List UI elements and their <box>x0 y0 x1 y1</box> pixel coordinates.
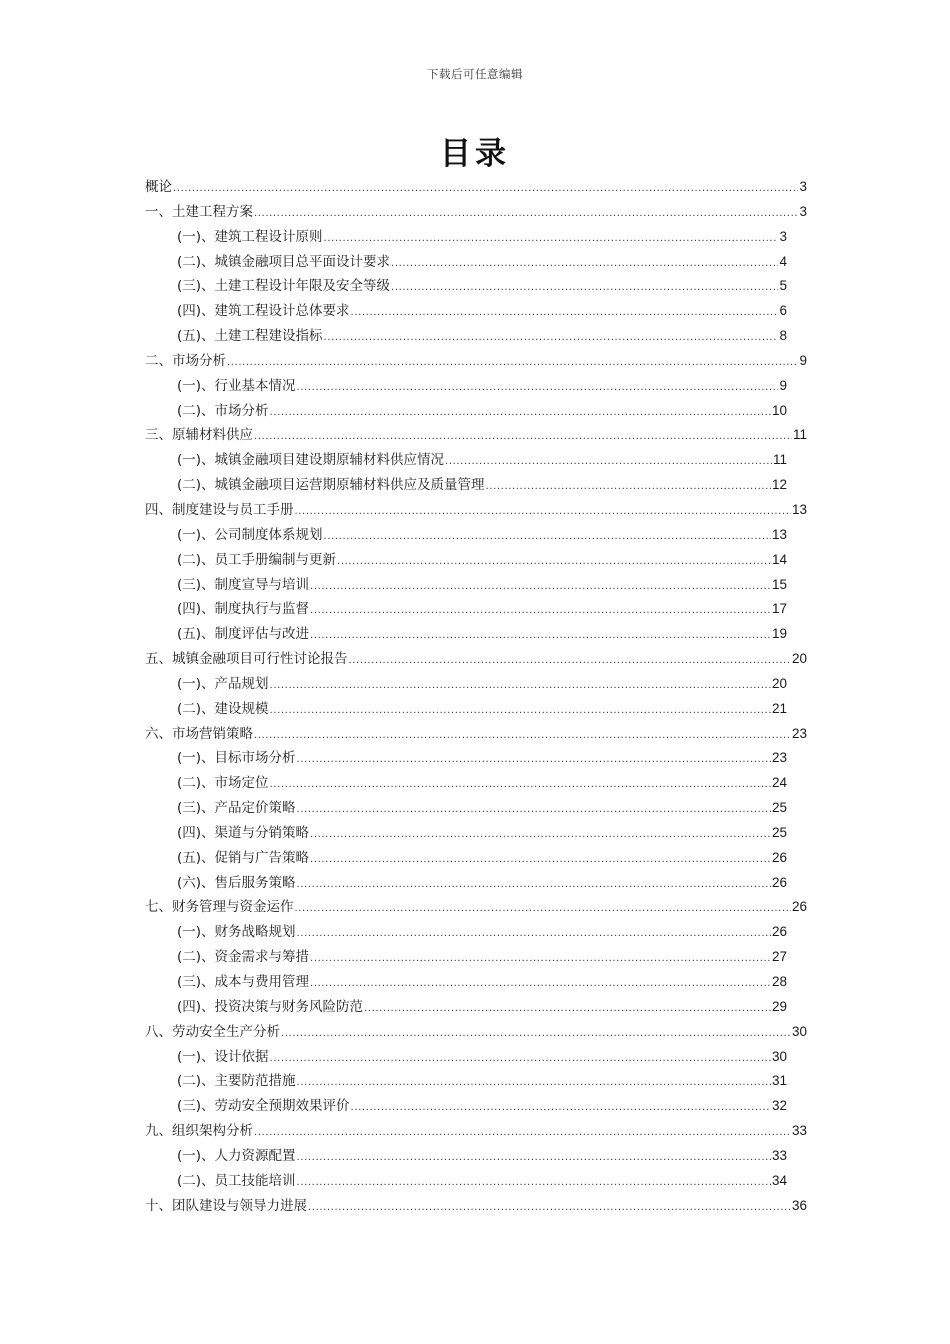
toc-entry-page-number: 24 <box>771 775 787 791</box>
toc-entry-page-number: 13 <box>791 501 807 517</box>
toc-entry-label: (二)、建设规模 <box>177 700 269 717</box>
toc-entry-label: 二、市场分析 <box>145 352 226 369</box>
toc-entry-label: (五)、制度评估与改进 <box>177 626 310 643</box>
toc-entry-page-number: 26 <box>771 924 787 940</box>
toc-dot-leader <box>310 599 771 624</box>
toc-entry-page-number: 3 <box>799 179 807 194</box>
toc-dot-leader <box>254 202 798 227</box>
toc-entry[interactable] <box>145 200 807 225</box>
toc-entry[interactable] <box>145 250 807 275</box>
toc-dot-leader <box>297 1071 771 1096</box>
toc-dot-leader <box>270 674 771 699</box>
toc-entry-page-number: 3 <box>779 228 787 244</box>
toc-entry[interactable] <box>145 647 807 672</box>
toc-entry-page-number: 26 <box>771 874 787 890</box>
toc-entry[interactable] <box>145 672 807 697</box>
toc-dot-leader <box>349 649 791 674</box>
toc-entry-page-number: 19 <box>771 626 787 642</box>
toc-entry-label: (三)、劳动安全预期效果评价 <box>177 1098 350 1115</box>
toc-dot-leader <box>310 848 771 873</box>
toc-entry[interactable] <box>145 448 807 473</box>
toc-entry[interactable] <box>145 796 807 821</box>
toc-entry[interactable] <box>145 970 807 995</box>
toc-entry-page-number: 4 <box>779 253 787 269</box>
toc-entry[interactable] <box>145 871 807 896</box>
toc-entry-label: 六、市场营销策略 <box>145 725 253 742</box>
toc-dot-leader <box>295 500 791 525</box>
toc-entry[interactable] <box>145 771 807 796</box>
toc-entry[interactable] <box>145 945 807 970</box>
toc-entry-page-number: 12 <box>771 477 787 493</box>
toc-entry-page-number: 10 <box>771 402 787 418</box>
toc-dot-leader <box>297 748 771 773</box>
toc-entry-page-number: 11 <box>792 427 807 443</box>
toc-entry-label: (一)、城镇金融项目建设期原辅材料供应情况 <box>177 452 445 469</box>
toc-entry[interactable] <box>145 746 807 771</box>
toc-dot-leader <box>337 550 771 575</box>
toc-entry-label: 十、团队建设与领导力进展 <box>145 1197 307 1214</box>
toc-entry[interactable] <box>145 821 807 846</box>
toc-dot-leader <box>324 525 771 550</box>
toc-dot-leader <box>391 252 778 277</box>
toc-entry-label: 七、财务管理与资金运作 <box>145 899 294 916</box>
toc-entry-label: 四、制度建设与员工手册 <box>145 501 294 518</box>
toc-dot-leader <box>227 351 798 376</box>
toc-entry-label: 概论 <box>145 179 172 195</box>
toc-entry[interactable] <box>145 1045 807 1070</box>
toc-entry[interactable] <box>145 1020 807 1045</box>
toc-entry-page-number: 3 <box>799 203 807 219</box>
toc-dot-leader <box>324 326 779 351</box>
toc-entry[interactable] <box>145 324 807 349</box>
toc-entry-label: (一)、行业基本情况 <box>177 377 296 394</box>
toc-entry-label: (二)、员工技能培训 <box>177 1172 296 1189</box>
toc-entry[interactable] <box>145 846 807 871</box>
toc-entry[interactable] <box>145 299 807 324</box>
toc-entry-page-number: 27 <box>771 949 787 965</box>
toc-entry[interactable] <box>145 1094 807 1119</box>
toc-entry-page-number: 23 <box>771 750 787 766</box>
toc-entry-page-number: 11 <box>772 452 787 468</box>
toc-entry[interactable] <box>145 473 807 498</box>
toc-dot-leader <box>297 922 771 947</box>
toc-entry-page-number: 28 <box>771 974 787 989</box>
toc-entry-label: (五)、促销与广告策略 <box>177 849 310 866</box>
toc-dot-leader <box>270 699 771 724</box>
toc-entry-label: 八、劳动安全生产分析 <box>145 1023 280 1040</box>
toc-entry-label: (三)、产品定价策略 <box>177 800 296 817</box>
toc-entry-page-number: 23 <box>791 725 807 741</box>
toc-dot-leader <box>308 1196 791 1221</box>
toc-dot-leader <box>310 624 771 649</box>
toc-dot-leader <box>270 773 771 798</box>
toc-dot-leader <box>324 227 779 252</box>
toc-entry[interactable] <box>145 622 807 647</box>
toc-dot-leader <box>297 873 771 898</box>
toc-entry-page-number: 26 <box>771 849 787 865</box>
toc-entry[interactable] <box>145 225 807 250</box>
toc-dot-leader <box>391 276 778 301</box>
toc-dot-leader <box>297 1171 771 1196</box>
toc-entry-label: (四)、建筑工程设计总体要求 <box>177 303 350 320</box>
toc-entry[interactable] <box>145 523 807 548</box>
toc-entry[interactable] <box>145 274 807 299</box>
toc-dot-leader <box>254 425 792 450</box>
toc-entry-page-number: 6 <box>779 303 787 319</box>
toc-dot-leader <box>486 475 771 500</box>
toc-entry-label: 九、组织架构分析 <box>145 1123 253 1140</box>
toc-dot-leader <box>310 972 771 997</box>
toc-entry-label: (四)、投资决策与财务风险防范 <box>177 998 364 1015</box>
toc-dot-leader <box>364 997 771 1022</box>
toc-entry-label: (二)、市场分析 <box>177 402 269 419</box>
page-header: 下载后可任意编辑 <box>427 67 523 81</box>
toc-entry-page-number: 21 <box>771 700 787 716</box>
toc-dot-leader <box>270 401 771 426</box>
toc-entry[interactable] <box>145 423 807 448</box>
toc-entry-page-number: 8 <box>779 328 787 344</box>
toc-entry-page-number: 5 <box>779 278 787 294</box>
toc-entry-label: (二)、主要防范措施 <box>177 1073 296 1090</box>
toc-dot-leader <box>445 450 772 475</box>
toc-entry-label: (三)、制度宣导与培训 <box>177 576 310 593</box>
toc-entry[interactable] <box>145 1144 807 1169</box>
toc-entry-label: (三)、成本与费用管理 <box>177 974 310 990</box>
toc-entry[interactable] <box>145 1194 807 1219</box>
toc-entry[interactable] <box>145 1119 807 1144</box>
toc-entry-page-number: 31 <box>771 1073 787 1089</box>
toc-entry-page-number: 13 <box>771 526 787 542</box>
toc-dot-leader <box>351 1096 771 1121</box>
toc-entry-label: (一)、建筑工程设计原则 <box>177 228 323 245</box>
toc-entry-label: (一)、人力资源配置 <box>177 1147 296 1164</box>
toc-entry-page-number: 29 <box>771 998 787 1014</box>
toc-title: 目录 <box>440 136 510 172</box>
toc-entry-label: (一)、产品规划 <box>177 675 269 692</box>
toc-entry-label: (二)、城镇金融项目总平面设计要求 <box>177 253 391 270</box>
toc-entry-page-number: 17 <box>771 601 787 617</box>
toc-entry-page-number: 15 <box>771 576 787 592</box>
toc-entry-label: (二)、资金需求与筹措 <box>177 949 310 966</box>
toc-entry-label: 五、城镇金融项目可行性讨论报告 <box>145 651 348 668</box>
toc-entry-label: 一、土建工程方案 <box>145 203 253 220</box>
toc-entry-label: 三、原辅材料供应 <box>145 427 253 444</box>
toc-dot-leader <box>297 376 779 401</box>
toc-entry-label: (一)、目标市场分析 <box>177 750 296 767</box>
toc-entry[interactable] <box>145 399 807 424</box>
toc-dot-leader <box>173 177 798 202</box>
toc-dot-leader <box>297 798 771 823</box>
toc-entry[interactable] <box>145 920 807 945</box>
toc-dot-leader <box>270 1047 771 1072</box>
toc-entry[interactable] <box>145 1169 807 1194</box>
toc-entry[interactable] <box>145 597 807 622</box>
toc-entry[interactable] <box>145 995 807 1020</box>
toc-dot-leader <box>254 724 791 749</box>
toc-entry-page-number: 9 <box>779 377 787 393</box>
toc-entry-page-number: 9 <box>799 352 807 368</box>
toc-entry-page-number: 26 <box>791 899 807 915</box>
toc-entry-page-number: 30 <box>771 1048 787 1064</box>
toc-entry-page-number: 34 <box>771 1172 787 1188</box>
toc-dot-leader <box>310 823 771 848</box>
toc-entry-page-number: 33 <box>771 1147 787 1163</box>
toc-entry-page-number: 30 <box>791 1023 807 1039</box>
toc-entry-page-number: 25 <box>771 800 787 816</box>
toc-entry-label: (五)、土建工程建设指标 <box>177 328 323 345</box>
toc-entry-page-number: 32 <box>771 1098 787 1114</box>
toc-entry-page-number: 33 <box>791 1123 807 1139</box>
toc-entry[interactable] <box>145 548 807 573</box>
toc-entry-label: (一)、公司制度体系规划 <box>177 526 323 543</box>
toc-entry-page-number: 20 <box>791 651 807 667</box>
toc-entry[interactable] <box>145 175 807 200</box>
toc-entry-label: (四)、渠道与分销策略 <box>177 824 310 841</box>
table-of-contents <box>145 175 807 1218</box>
toc-entry-page-number: 20 <box>771 675 787 691</box>
toc-dot-leader <box>351 301 779 326</box>
toc-entry-label: (一)、财务战略规划 <box>177 924 296 941</box>
toc-entry[interactable] <box>145 498 807 523</box>
toc-dot-leader <box>310 947 771 972</box>
toc-entry-label: (二)、市场定位 <box>177 775 269 792</box>
toc-entry[interactable] <box>145 697 807 722</box>
toc-entry-label: (二)、城镇金融项目运营期原辅材料供应及质量管理 <box>177 477 485 494</box>
toc-entry[interactable] <box>145 573 807 598</box>
toc-entry-label: (一)、设计依据 <box>177 1048 269 1065</box>
toc-dot-leader <box>297 1146 771 1171</box>
toc-dot-leader <box>310 575 771 600</box>
toc-entry[interactable] <box>145 1069 807 1094</box>
toc-entry-label: (六)、售后服务策略 <box>177 874 296 891</box>
toc-dot-leader <box>254 1121 791 1146</box>
toc-dot-leader <box>295 897 791 922</box>
toc-entry[interactable] <box>145 895 807 920</box>
toc-entry-page-number: 14 <box>771 551 787 567</box>
toc-dot-leader <box>281 1022 791 1047</box>
toc-entry-page-number: 36 <box>791 1197 807 1213</box>
toc-entry[interactable] <box>145 349 807 374</box>
toc-entry[interactable] <box>145 722 807 747</box>
toc-entry-page-number: 25 <box>771 824 787 840</box>
toc-entry-label: (三)、土建工程设计年限及安全等级 <box>177 278 391 295</box>
toc-entry-label: (四)、制度执行与监督 <box>177 601 310 618</box>
toc-entry-label: (二)、员工手册编制与更新 <box>177 551 337 568</box>
toc-entry[interactable] <box>145 374 807 399</box>
